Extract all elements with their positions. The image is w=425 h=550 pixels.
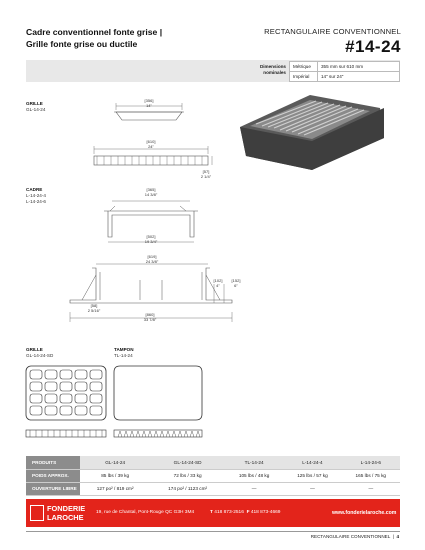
table-row-label: POIDS APPROX. (26, 469, 80, 482)
dim-label: [152] (231, 278, 241, 283)
phone-number[interactable]: 418 873-2516 (214, 510, 244, 515)
dim-label: [365] (146, 187, 156, 192)
footer-address: 19, rue de Chantal, Pont-Rouge QC G3H 3M4 (96, 510, 195, 515)
tampon-side-drawing (114, 430, 202, 437)
table-header-cell: GL-14-24 (80, 456, 150, 469)
table-cell: 174 po² / 1123 cm² (150, 482, 225, 495)
dim-label: 6" (234, 283, 238, 288)
page-footer (311, 534, 399, 539)
table-header-cell: L-14-24-6 (342, 456, 400, 469)
dimensions-system: Impérial (290, 72, 318, 82)
website-link[interactable]: www.fonderielaroche.com (332, 510, 397, 516)
brand-logo-icon (30, 505, 44, 521)
dim-label: [502] (146, 234, 156, 239)
dim-label: 14" (146, 103, 152, 108)
dim-label: [860] (145, 312, 155, 317)
grille-label: GRILLE (26, 101, 43, 106)
cadre-label: CADRE (26, 187, 43, 192)
cadre-code-6: L-14-24-6 (26, 199, 46, 204)
dimensions-label-line2: nominales (263, 70, 286, 75)
dim-label: 33 7/8" (143, 317, 157, 322)
products-table (26, 456, 400, 496)
dimensions-system: Métrique (290, 62, 318, 72)
table-header-cell: L-14-24-4 (283, 456, 341, 469)
table-cell: 165 lbs / 75 kg (342, 469, 400, 482)
table-cell: 127 po² / 819 cm² (80, 482, 150, 495)
dim-label: 2 1/4" (200, 174, 212, 179)
page-title-line2: Grille fonte grise ou ductile (26, 39, 138, 49)
dimensions-value: 355 mm sur 610 mm (318, 62, 400, 72)
dim-label: [356] (144, 98, 154, 103)
dim-label: 24" (148, 144, 154, 149)
table-row (26, 469, 400, 482)
grille-sd-side-drawing (26, 430, 106, 437)
table-cell: 125 lbs / 57 kg (283, 469, 341, 482)
tampon-code: TL-14-24 (114, 353, 133, 358)
dim-label: 24 3/8" (145, 259, 159, 264)
dim-label: 14 3/8" (144, 192, 158, 197)
table-cell: — (342, 482, 400, 495)
page-footer-section: RECTANGULAIRE CONVENTIONNEL (310, 534, 391, 539)
dim-label: 19 3/4" (144, 239, 158, 244)
cadre-code-4: L-14-24-4 (26, 193, 46, 198)
table-header-cell: GL-14-24-SD (150, 456, 225, 469)
table-row-label: OUVERTURE LIBRE (26, 482, 80, 495)
grille-sd-label: GRILLE (26, 347, 43, 352)
grille-code: GL-14-24 (26, 107, 46, 112)
table-header-cell: TL-14-24 (225, 456, 283, 469)
table-cell: 105 lbs / 48 kg (225, 469, 283, 482)
page-title-line1: Cadre conventionnel fonte grise | (26, 27, 163, 37)
dim-label: [57] (202, 169, 210, 174)
dim-label: [58] (90, 303, 98, 308)
footer-contact (210, 510, 280, 515)
dimensions-label-line1: Dimensions (259, 64, 286, 69)
page-divider (26, 531, 400, 532)
table-cell: — (283, 482, 341, 495)
dim-label: [619] (147, 254, 157, 259)
grille-sd-top-drawing (26, 366, 106, 420)
brand-name-line1: FONDERIE (47, 504, 86, 513)
tampon-label: TAMPON (114, 347, 134, 352)
dim-label: 2 5/16" (87, 308, 101, 313)
table-cell: 72 lbs / 33 kg (150, 469, 225, 482)
grate-3d-render (240, 95, 384, 170)
table-cell: 85 lbs / 39 kg (80, 469, 150, 482)
dim-label: [102] (213, 278, 223, 283)
brand-name-line2: LAROCHE (47, 513, 84, 522)
fax-number: 418 873-4669 (250, 510, 281, 515)
page-footer-separator: | (392, 534, 394, 539)
grille-sd-code: GL-14-24-SD (26, 353, 54, 358)
fax-label: F (246, 510, 250, 515)
model-number: #14-24 (345, 37, 401, 56)
dim-label: 4" (216, 283, 220, 288)
table-row (26, 482, 400, 495)
table-cell: — (225, 482, 283, 495)
phone-label: T (210, 510, 213, 515)
category-label: RECTANGULAIRE CONVENTIONNEL (264, 27, 401, 36)
page-number: 4 (396, 534, 399, 539)
dimensions-value: 14" sur 24" (318, 72, 400, 82)
tampon-top-drawing (114, 366, 202, 420)
products-header-row (26, 456, 400, 469)
dim-label: [610] (146, 139, 156, 144)
table-header-cell: PRODUITS (26, 456, 80, 469)
